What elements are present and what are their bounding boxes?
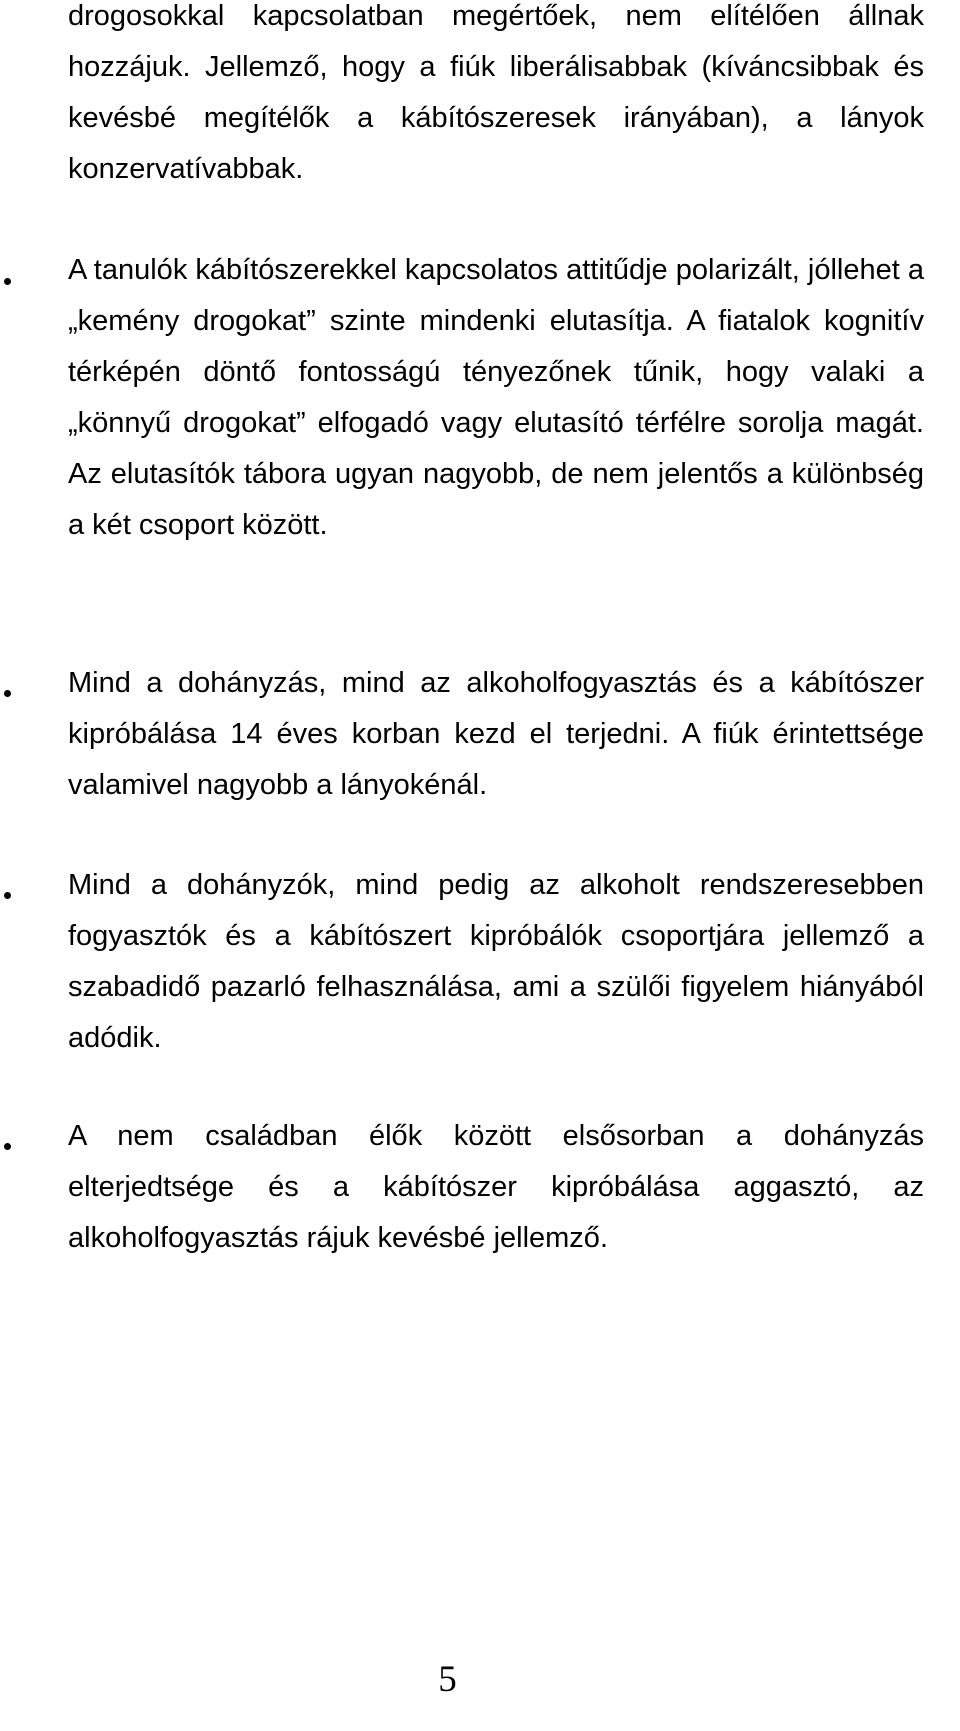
bullet-dot-icon — [4, 690, 11, 697]
bullet-paragraph: A nem családban élők között elsősorban a dohányzás elterjedtsége és a kábítószer kipróbálása aggasztó, az alkoholfogyasztás rájuk kevésbé jellemző. — [68, 1120, 924, 1254]
page-number: 5 — [438, 1659, 457, 1700]
bullet-paragraph: Mind a dohányzók, mind pedig az alkoholt rendszeresebben fogyasztók és a kábítószert kipróbálók csoportjára jellemző a szabadidő pazarló felhasználása, ami a szülői figyelem hiányából adódik. — [68, 869, 924, 1054]
intro-paragraph: drogosokkal kapcsolatban megértőek, nem elítélően állnak hozzájuk. Jellemző, hogy a fiúk liberálisabbak (kíváncsibbak és kevésbé megítélők a kábítószeresek irányában), a lányok konzervatívabbak. — [68, 0, 924, 185]
bullet-paragraph: A tanulók kábítószerekkel kapcsolatos attitűdje polarizált, jóllehet a „kemény drogokat” szinte mindenki elutasítja. A fiatalok kognitív térképén döntő fontosságú tényezőnek tűnik, hogy valaki a „könnyű drogokat” elfogadó vagy elutasító térfélre sorolja magát. Az elutasítók tábora ugyan nagyobb, de nem jelentős a különbség a két csoport között. — [68, 254, 924, 541]
bullet-dot-icon — [4, 892, 11, 899]
bullet-dot-icon — [4, 1143, 11, 1150]
bullet-dot-icon — [4, 278, 11, 285]
bullet-paragraph: Mind a dohányzás, mind az alkoholfogyasztás és a kábítószer kipróbálása 14 éves korban kezd el terjedni. A fiúk érintettsége valamivel nagyobb a lányokénál. — [68, 667, 924, 801]
